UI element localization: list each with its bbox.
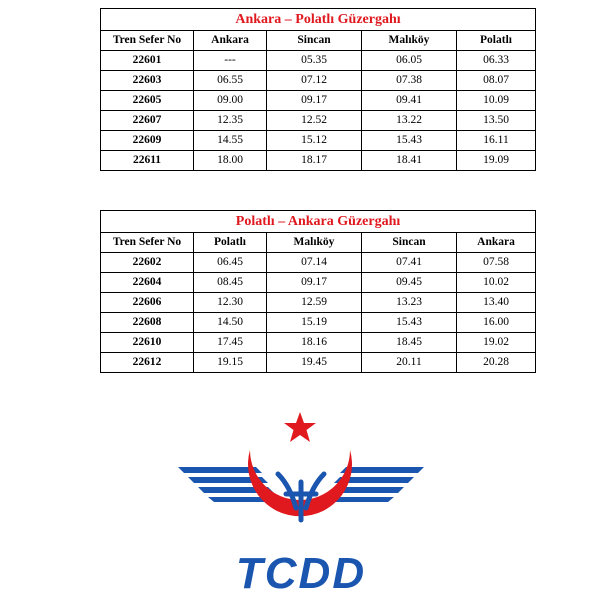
time-cell: 19.02 [457, 333, 536, 353]
time-cell: 19.09 [457, 151, 536, 171]
train-number-cell: 22610 [101, 333, 194, 353]
column-header: Ankara [457, 233, 536, 253]
column-header: Sincan [267, 31, 362, 51]
time-cell: 07.12 [267, 71, 362, 91]
table-row [101, 111, 536, 131]
table-row [101, 273, 536, 293]
table-row [101, 293, 536, 313]
time-cell: 08.45 [194, 273, 267, 293]
column-header: Malıköy [362, 31, 457, 51]
train-number-cell: 22612 [101, 353, 194, 373]
time-cell: 12.52 [267, 111, 362, 131]
logo-text: TCDD [235, 549, 367, 592]
column-header: Tren Sefer No [101, 233, 194, 253]
table-row [101, 91, 536, 111]
time-cell: 13.23 [362, 293, 457, 313]
time-cell: 13.22 [362, 111, 457, 131]
time-cell: 10.02 [457, 273, 536, 293]
time-cell: 12.30 [194, 293, 267, 313]
timetable-ankara-polatli [100, 8, 536, 171]
time-cell: 07.14 [267, 253, 362, 273]
time-cell: 20.11 [362, 353, 457, 373]
time-cell: 15.43 [362, 131, 457, 151]
table-row [101, 253, 536, 273]
table-title: Polatlı – Ankara Güzergahı [101, 211, 536, 233]
header-row [101, 31, 536, 51]
time-cell: 09.17 [267, 273, 362, 293]
time-cell: 07.38 [362, 71, 457, 91]
table-row [101, 151, 536, 171]
time-cell: 07.58 [457, 253, 536, 273]
time-cell: 06.55 [194, 71, 267, 91]
train-number-cell: 22603 [101, 71, 194, 91]
time-cell: 06.05 [362, 51, 457, 71]
time-cell: 07.41 [362, 253, 457, 273]
timetable-polatli-ankara [100, 210, 536, 373]
time-cell: 09.17 [267, 91, 362, 111]
time-cell: 09.45 [362, 273, 457, 293]
train-number-cell: 22607 [101, 111, 194, 131]
time-cell: 18.16 [267, 333, 362, 353]
time-cell: 19.45 [267, 353, 362, 373]
time-cell: 09.41 [362, 91, 457, 111]
table-row [101, 313, 536, 333]
time-cell: 15.12 [267, 131, 362, 151]
train-number-cell: 22611 [101, 151, 194, 171]
time-cell: 17.45 [194, 333, 267, 353]
time-cell: 18.41 [362, 151, 457, 171]
train-number-cell: 22602 [101, 253, 194, 273]
tcdd-logo [178, 412, 424, 592]
time-cell: 18.17 [267, 151, 362, 171]
table-row [101, 353, 536, 373]
time-cell: 06.33 [457, 51, 536, 71]
time-cell: 12.59 [267, 293, 362, 313]
train-number-cell: 22608 [101, 313, 194, 333]
table-row [101, 333, 536, 353]
time-cell: 20.28 [457, 353, 536, 373]
train-number-cell: 22604 [101, 273, 194, 293]
column-header: Tren Sefer No [101, 31, 194, 51]
time-cell: 09.00 [194, 91, 267, 111]
time-cell: 13.40 [457, 293, 536, 313]
header-row [101, 233, 536, 253]
time-cell: 15.19 [267, 313, 362, 333]
train-number-cell: 22605 [101, 91, 194, 111]
table-row [101, 71, 536, 91]
time-cell: 08.07 [457, 71, 536, 91]
column-header: Polatlı [457, 31, 536, 51]
table-title: Ankara – Polatlı Güzergahı [101, 9, 536, 31]
train-number-cell: 22609 [101, 131, 194, 151]
column-header: Polatlı [194, 233, 267, 253]
table-row [101, 51, 536, 71]
column-header: Ankara [194, 31, 267, 51]
time-cell: --- [194, 51, 267, 71]
train-number-cell: 22601 [101, 51, 194, 71]
time-cell: 12.35 [194, 111, 267, 131]
time-cell: 14.50 [194, 313, 267, 333]
star-icon [284, 412, 316, 442]
time-cell: 16.11 [457, 131, 536, 151]
time-cell: 15.43 [362, 313, 457, 333]
time-cell: 10.09 [457, 91, 536, 111]
time-cell: 06.45 [194, 253, 267, 273]
time-cell: 18.45 [362, 333, 457, 353]
time-cell: 19.15 [194, 353, 267, 373]
column-header: Sincan [362, 233, 457, 253]
train-number-cell: 22606 [101, 293, 194, 313]
time-cell: 14.55 [194, 131, 267, 151]
table-row [101, 131, 536, 151]
time-cell: 05.35 [267, 51, 362, 71]
column-header: Malıköy [267, 233, 362, 253]
time-cell: 13.50 [457, 111, 536, 131]
time-cell: 18.00 [194, 151, 267, 171]
time-cell: 16.00 [457, 313, 536, 333]
